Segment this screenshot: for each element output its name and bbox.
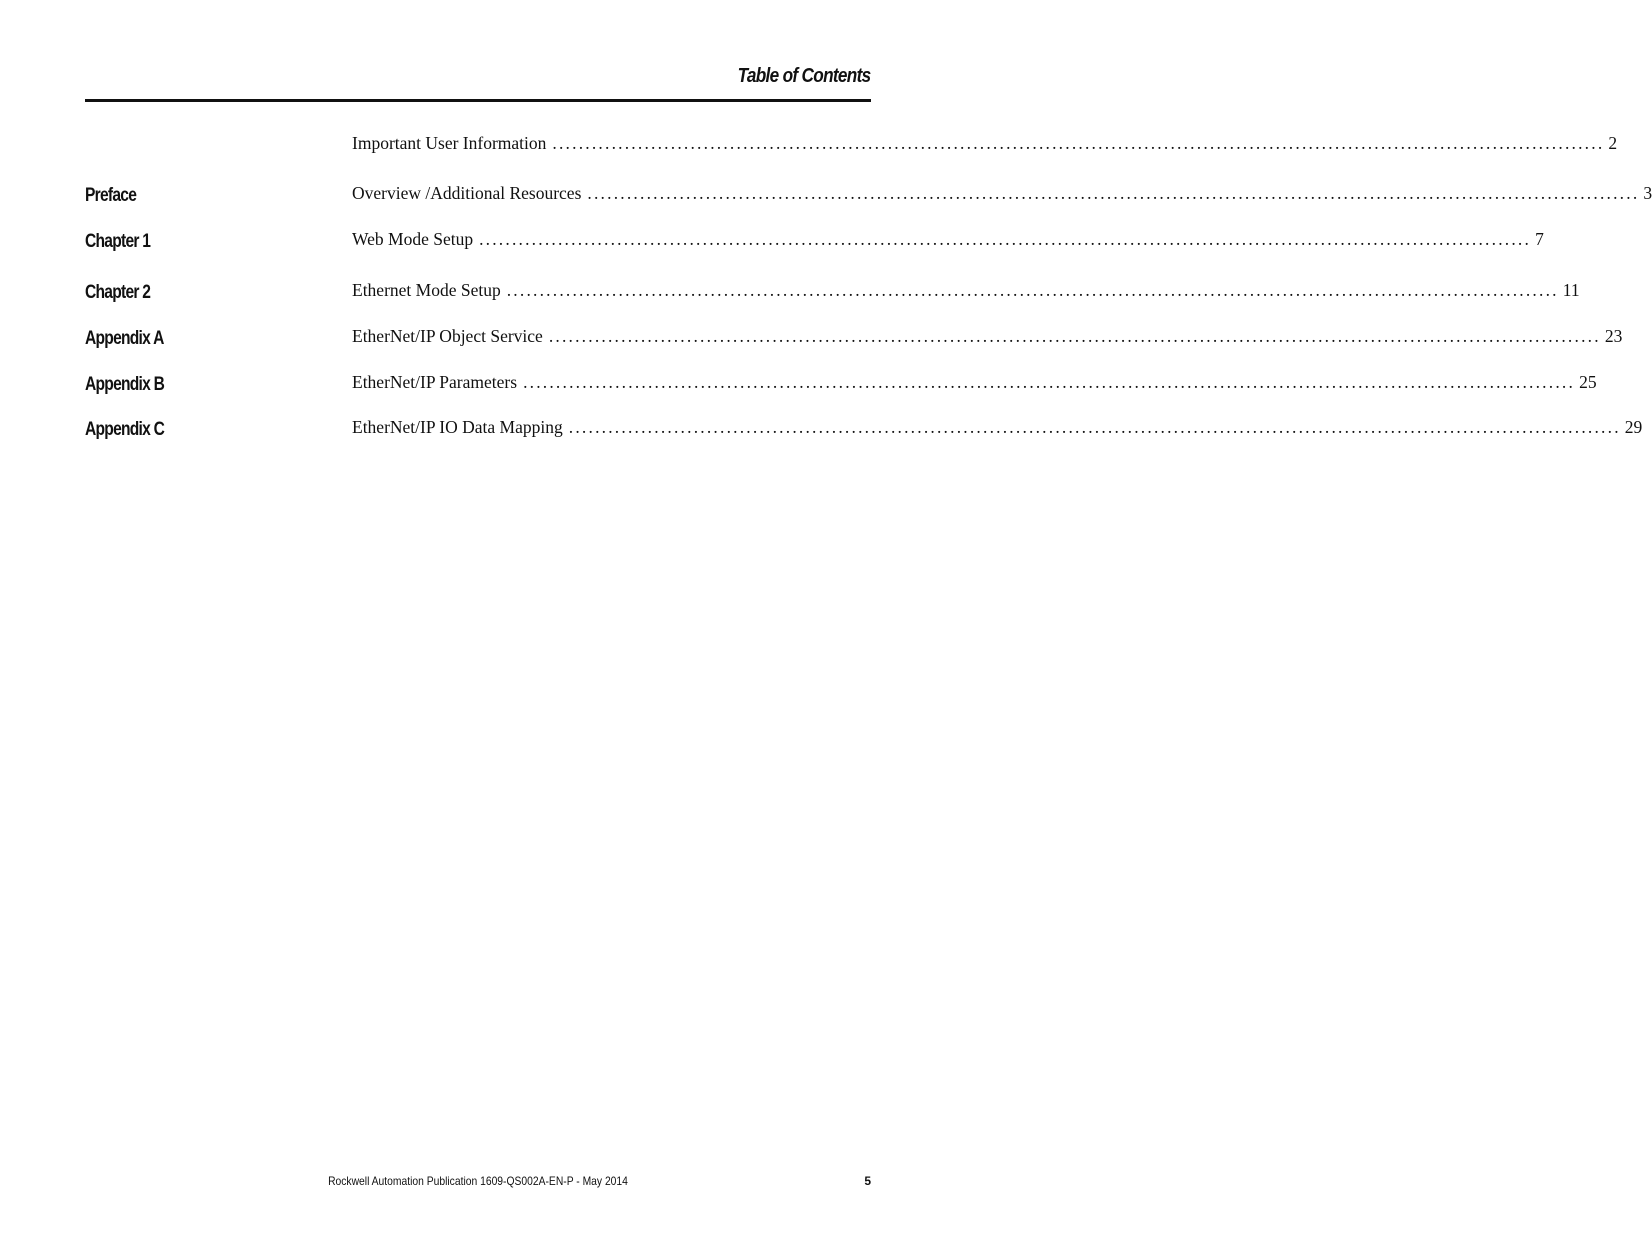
dot-leader: ................................................................................................................................................................ xyxy=(548,326,1601,346)
toc-entry-link[interactable] xyxy=(352,280,1580,301)
toc-entry-page: 3 xyxy=(1643,183,1652,203)
toc-row-chapter-1 xyxy=(85,229,1544,259)
toc-row-appendix-c xyxy=(85,417,1643,447)
toc-entry-title: EtherNet/IP Object Service xyxy=(352,326,543,346)
dot-leader: ................................................................................................................................................................ xyxy=(506,280,1559,300)
toc-section-label: Appendix A xyxy=(85,328,164,349)
toc-entry-link[interactable] xyxy=(352,417,1643,438)
page-title: Table of Contents xyxy=(738,65,871,87)
toc-section-label: Chapter 2 xyxy=(85,282,151,303)
footer-page-number: 5 xyxy=(864,1174,871,1188)
toc-entry-page: 29 xyxy=(1624,417,1643,437)
toc-entry-page: 11 xyxy=(1562,280,1580,300)
toc-row-appendix-a xyxy=(85,326,1623,356)
toc-entry-title: Important User Information xyxy=(352,133,547,153)
page-header xyxy=(85,60,871,102)
dot-leader: ................................................................................................................................................................ xyxy=(587,183,1640,203)
dot-leader: ................................................................................................................................................................ xyxy=(523,372,1576,392)
toc-entry-page: 23 xyxy=(1604,326,1623,346)
toc-row-chapter-2 xyxy=(85,280,1580,310)
toc-entry-page: 7 xyxy=(1535,229,1544,249)
toc-section-label: Chapter 1 xyxy=(85,231,151,252)
dot-leader: ................................................................................................................................................................ xyxy=(552,133,1605,153)
header-rule xyxy=(85,99,871,102)
page-footer xyxy=(85,1174,871,1194)
toc-entry-page: 25 xyxy=(1579,372,1597,392)
toc-section-label: Appendix C xyxy=(85,419,165,440)
toc-row-appendix-b xyxy=(85,372,1597,402)
toc-entry-title: Ethernet Mode Setup xyxy=(352,280,501,300)
dot-leader: ................................................................................................................................................................ xyxy=(568,417,1621,437)
dot-leader: ................................................................................................................................................................ xyxy=(479,229,1532,249)
toc-section-label: Preface xyxy=(85,185,137,206)
toc-entry-link[interactable] xyxy=(352,229,1544,250)
toc-section-label: Appendix B xyxy=(85,374,165,395)
toc-entry-link[interactable] xyxy=(352,372,1597,393)
toc-entry-title: Overview /Additional Resources xyxy=(352,183,582,203)
toc-entry-link[interactable] xyxy=(352,326,1623,347)
footer-publication: Rockwell Automation Publication 1609-QS002A-EN-P - May 2014 xyxy=(328,1174,628,1188)
toc-entry-title: EtherNet/IP Parameters xyxy=(352,372,518,392)
toc-entry-title: EtherNet/IP IO Data Mapping xyxy=(352,417,563,437)
toc-entry-link[interactable] xyxy=(352,133,1618,154)
toc-entry-link[interactable] xyxy=(352,183,1652,204)
toc-row-important-user-information xyxy=(85,133,1618,163)
toc-entry-page: 2 xyxy=(1608,133,1618,153)
toc-entry-title: Web Mode Setup xyxy=(352,229,474,249)
toc-row-preface xyxy=(85,183,1652,213)
